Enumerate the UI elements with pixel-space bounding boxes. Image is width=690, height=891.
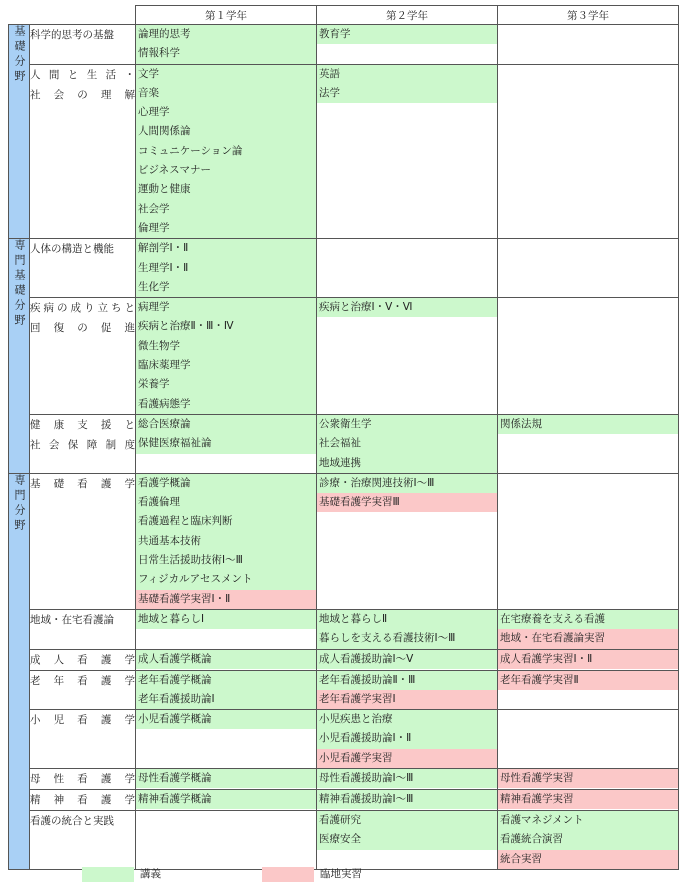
- lecture-course: 教育学: [317, 25, 497, 44]
- lecture-course: 老年看護援助論Ⅰ: [136, 690, 316, 709]
- lecture-course: 心理学: [136, 103, 316, 122]
- row-community: [9, 609, 679, 649]
- lecture-course: ビジネスマナー: [136, 161, 316, 180]
- row-basic-nursing: [9, 473, 679, 609]
- lecture-course: 倫理学: [136, 219, 316, 238]
- row-body: [9, 239, 679, 298]
- lecture-course: 社会福祉: [317, 434, 497, 453]
- cell-integration-y2: [317, 810, 498, 869]
- lecture-course: 生化学: [136, 278, 316, 297]
- practicum-course: 精神看護学実習: [498, 790, 678, 809]
- lecture-course: 診療・治療関連技術Ⅰ～Ⅲ: [317, 474, 497, 493]
- practicum-course: 成人看護学実習Ⅰ・Ⅱ: [498, 650, 678, 669]
- lecture-course: 疾病と治療Ⅰ・Ⅴ・Ⅵ: [317, 298, 497, 317]
- lecture-course: 社会学: [136, 200, 316, 219]
- cell-disease-y3: [498, 298, 679, 415]
- practicum-course: 老年看護学実習Ⅰ: [317, 690, 497, 709]
- cell-psych-y1: [136, 789, 317, 810]
- practicum-course: 基礎看護学実習Ⅲ: [317, 493, 497, 512]
- lecture-course: 小児看護援助論Ⅰ・Ⅱ: [317, 729, 497, 748]
- lecture-course: 地域と暮らしⅠ: [136, 610, 316, 629]
- cell-body-y3: [498, 239, 679, 298]
- legend-practicum-swatch: [262, 867, 314, 882]
- row-integration: [9, 810, 679, 869]
- cell-body-y1: [136, 239, 317, 298]
- division-basic: 基礎分野: [9, 25, 30, 239]
- cell-health-y3: [498, 414, 679, 473]
- lecture-course: 母性看護学概論: [136, 769, 316, 788]
- lecture-course: 運動と健康: [136, 180, 316, 199]
- category-health: 健康支援と 社会保障制度: [30, 414, 136, 473]
- lecture-course: 看護倫理: [136, 493, 316, 512]
- practicum-course: 基礎看護学実習Ⅰ・Ⅱ: [136, 590, 316, 609]
- cell-child-y1: [136, 710, 317, 769]
- row-maternal: [9, 768, 679, 789]
- cell-health-y2: [317, 414, 498, 473]
- lecture-course: 疾病と治療Ⅱ・Ⅲ・Ⅳ: [136, 317, 316, 336]
- legend-lecture-label: 講義: [140, 868, 161, 880]
- lecture-course: 精神看護学概論: [136, 790, 316, 809]
- curriculum-table: [8, 5, 679, 870]
- cell-maternal-y1: [136, 768, 317, 789]
- cell-elderly-y1: [136, 670, 317, 710]
- lecture-course: 看護学概論: [136, 474, 316, 493]
- cell-science-y1: [136, 25, 317, 65]
- cell-basic-y2: [317, 473, 498, 609]
- lecture-course: 生理学Ⅰ・Ⅱ: [136, 259, 316, 278]
- lecture-course: 文学: [136, 65, 316, 84]
- lecture-course: 共通基本技術: [136, 532, 316, 551]
- lecture-course: 母性看護援助論Ⅰ～Ⅲ: [317, 769, 497, 788]
- row-health: [9, 414, 679, 473]
- lecture-course: 老年看護学概論: [136, 671, 316, 690]
- practicum-course: 小児看護学実習: [317, 749, 497, 768]
- cell-human-y2: [317, 64, 498, 239]
- row-science: [9, 25, 679, 65]
- lecture-course: 微生物学: [136, 337, 316, 356]
- header-year-1: 第１学年: [136, 6, 317, 25]
- lecture-course: 地域連携: [317, 454, 497, 473]
- cell-psych-y3: [498, 789, 679, 810]
- cell-adult-y1: [136, 649, 317, 670]
- cell-human-y3: [498, 64, 679, 239]
- category-maternal: 母性看護学: [30, 768, 136, 789]
- header-year-2: 第２学年: [317, 6, 498, 25]
- lecture-course: 解剖学Ⅰ・Ⅱ: [136, 239, 316, 258]
- lecture-course: 栄養学: [136, 375, 316, 394]
- practicum-course: 統合実習: [498, 850, 678, 869]
- lecture-course: 看護研究: [317, 811, 497, 830]
- lecture-course: 公衆衛生学: [317, 415, 497, 434]
- lecture-course: 人間関係論: [136, 122, 316, 141]
- legend-lecture-swatch: [82, 867, 134, 882]
- cell-community-y1: [136, 609, 317, 649]
- category-child: 小児看護学: [30, 710, 136, 769]
- cell-adult-y2: [317, 649, 498, 670]
- lecture-course: 看護マネジメント: [498, 811, 678, 830]
- lecture-course: 関係法規: [498, 415, 678, 434]
- category-basic-nursing: 基礎看護学: [30, 473, 136, 609]
- cell-science-y3: [498, 25, 679, 65]
- cell-adult-y3: [498, 649, 679, 670]
- lecture-course: 地域と暮らしⅡ: [317, 610, 497, 629]
- lecture-course: 暮らしを支える看護技術Ⅰ～Ⅲ: [317, 629, 497, 648]
- lecture-course: 在宅療養を支える看護: [498, 610, 678, 629]
- practicum-course: 老年看護学実習Ⅱ: [498, 671, 678, 690]
- cell-elderly-y2: [317, 670, 498, 710]
- row-elderly: [9, 670, 679, 710]
- row-human: [9, 64, 679, 239]
- lecture-course: 音楽: [136, 84, 316, 103]
- header-row: [9, 6, 679, 25]
- category-science: 科学的思考の基盤: [30, 25, 136, 65]
- category-adult: 成人看護学: [30, 649, 136, 670]
- lecture-course: 日常生活援助技術Ⅰ～Ⅲ: [136, 551, 316, 570]
- legend-practicum-label: 臨地実習: [320, 868, 362, 880]
- lecture-course: 看護統合演習: [498, 830, 678, 849]
- division-specialized: 専門分野: [9, 473, 30, 869]
- header-year-3: 第３学年: [498, 6, 679, 25]
- category-integration: 看護の統合と実践: [30, 810, 136, 869]
- lecture-course: 看護病態学: [136, 395, 316, 414]
- lecture-course: フィジカルアセスメント: [136, 570, 316, 589]
- lecture-course: コミュニケーション論: [136, 142, 316, 161]
- lecture-course: 論理的思考: [136, 25, 316, 44]
- cell-community-y3: [498, 609, 679, 649]
- cell-basic-y3: [498, 473, 679, 609]
- cell-body-y2: [317, 239, 498, 298]
- lecture-course: 成人看護学概論: [136, 650, 316, 669]
- row-disease: [9, 298, 679, 415]
- category-elderly: 老年看護学: [30, 670, 136, 710]
- lecture-course: 病理学: [136, 298, 316, 317]
- cell-health-y1: [136, 414, 317, 473]
- lecture-course: 保健医療福祉論: [136, 434, 316, 453]
- cell-basic-y1: [136, 473, 317, 609]
- cell-community-y2: [317, 609, 498, 649]
- lecture-course: 老年看護援助論Ⅱ・Ⅲ: [317, 671, 497, 690]
- lecture-course: 小児疾患と治療: [317, 710, 497, 729]
- category-human: 人間と生活・ 社会の理解: [30, 64, 136, 239]
- lecture-course: 精神看護援助論Ⅰ～Ⅲ: [317, 790, 497, 809]
- row-child: [9, 710, 679, 769]
- category-psych: 精神看護学: [30, 789, 136, 810]
- cell-integration-y1: [136, 810, 317, 869]
- lecture-course: 看護過程と臨床判断: [136, 512, 316, 531]
- cell-child-y3: [498, 710, 679, 769]
- category-community: 地域・在宅看護論: [30, 609, 136, 649]
- lecture-course: 臨床薬理学: [136, 356, 316, 375]
- practicum-course: 母性看護学実習: [498, 769, 678, 788]
- cell-science-y2: [317, 25, 498, 65]
- practicum-course: 地域・在宅看護論実習: [498, 629, 678, 648]
- lecture-course: 情報科学: [136, 44, 316, 63]
- lecture-course: 小児看護学概論: [136, 710, 316, 729]
- category-disease: 疾病の成り立ちと 回復の促進: [30, 298, 136, 415]
- cell-human-y1: [136, 64, 317, 239]
- lecture-course: 英語: [317, 65, 497, 84]
- cell-disease-y2: [317, 298, 498, 415]
- cell-psych-y2: [317, 789, 498, 810]
- division-specialized-basic: 専門基礎分野: [9, 239, 30, 474]
- cell-integration-y3: [498, 810, 679, 869]
- lecture-course: 成人看護援助論Ⅰ～Ⅴ: [317, 650, 497, 669]
- cell-maternal-y2: [317, 768, 498, 789]
- category-body: 人体の構造と機能: [30, 239, 136, 298]
- header-blank: [9, 6, 136, 25]
- cell-child-y2: [317, 710, 498, 769]
- lecture-course: 総合医療論: [136, 415, 316, 434]
- lecture-course: 法学: [317, 84, 497, 103]
- row-adult: [9, 649, 679, 670]
- row-psych: [9, 789, 679, 810]
- cell-disease-y1: [136, 298, 317, 415]
- cell-maternal-y3: [498, 768, 679, 789]
- cell-elderly-y3: [498, 670, 679, 710]
- lecture-course: 医療安全: [317, 830, 497, 849]
